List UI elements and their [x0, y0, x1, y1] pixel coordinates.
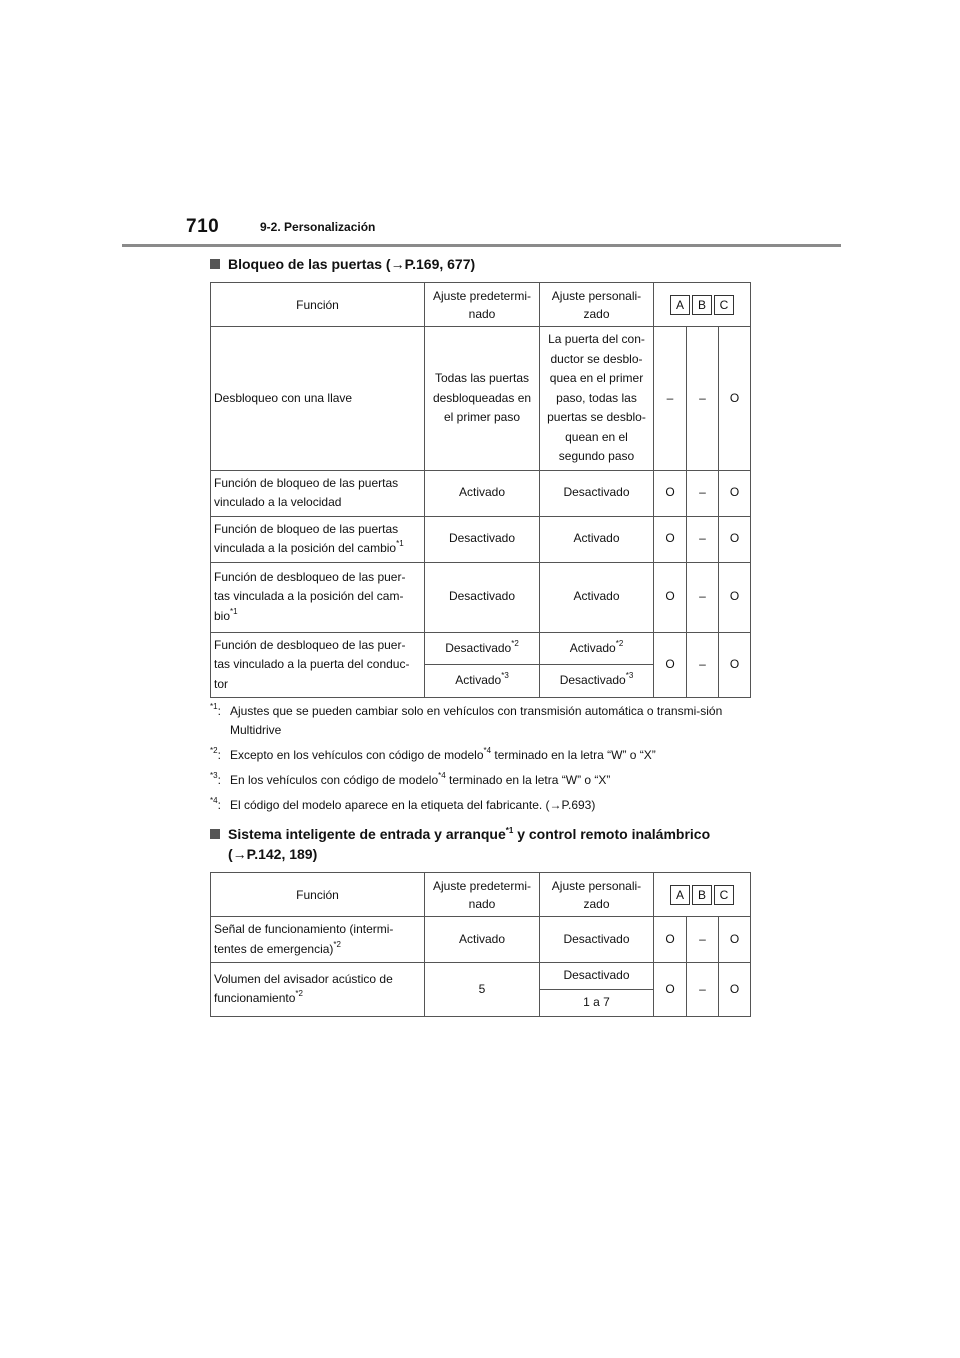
footnote-mark: $^{*3}$:	[210, 771, 221, 787]
row-default: Desactivado	[425, 562, 540, 632]
footnote-ref: *4	[438, 771, 446, 780]
col-header-custom: Ajuste personali- zado	[540, 283, 654, 327]
col-header-abc	[654, 873, 751, 917]
section-title: Bloqueo de las puertas (→P.169, 677)	[228, 256, 476, 272]
row-label-cell	[211, 963, 425, 1017]
footnote-ref: *2	[295, 989, 303, 999]
footnote-text: Ajustes que se pueden cambiar solo en vehículos con transmisión automática o transmi-sión Multidrive	[230, 704, 723, 737]
footnote-ref: *3	[625, 671, 634, 681]
header-divider	[122, 244, 841, 247]
row-default: Activado	[425, 470, 540, 516]
footnote-text-end: terminado en la letra “W” o “X”	[491, 748, 656, 762]
row-default-cell	[425, 632, 540, 665]
footnote	[210, 771, 750, 790]
row-a: O	[654, 516, 687, 562]
row-label: Función de desbloqueo de las puer-tas vinculada a la posición del cam-bio	[214, 569, 406, 623]
row-label: Volumen del avisador acústico de funcionamiento	[214, 971, 393, 1006]
page-number: 710	[186, 216, 220, 237]
row-a: O	[654, 917, 687, 963]
section-bullet-icon	[210, 259, 220, 269]
row-label-cell	[211, 516, 425, 562]
footnote-text: En los vehículos con código de modelo	[230, 773, 439, 787]
row-a: O	[654, 963, 687, 1017]
row-label: Señal de funcionamiento (intermi-tentes de emergencia)	[214, 922, 394, 956]
row-label: Función de desbloqueo de las puer-tas vinculado a la puerta del conduc-tor	[211, 632, 425, 698]
row-custom: Desactivado	[540, 917, 654, 963]
row-a: O	[654, 632, 687, 698]
col-header-default: Ajuste predetermi- nado	[425, 283, 540, 327]
footnote-text-end: terminado en la letra “W” o “X”	[445, 773, 611, 787]
col-a-box: A	[670, 885, 690, 905]
section-title: Sistema inteligente de entrada y arranque	[228, 826, 506, 842]
footnote-ref: *4	[483, 746, 492, 755]
footnote-mark: $^{*4}$:	[210, 796, 221, 812]
table-row	[211, 963, 751, 990]
section-bullet-icon	[210, 829, 220, 839]
footnote-mark: $^{*1}$:	[210, 702, 221, 718]
section-title-ref: (→P.142, 189)	[228, 846, 318, 862]
row-label: Función de bloqueo de las puertas vinculada a la posición del cambio	[214, 521, 399, 555]
footnote-ref: *3	[501, 671, 509, 681]
row-custom-cell	[540, 632, 654, 665]
footnote-ref: *2	[615, 638, 624, 648]
door-lock-settings-table	[210, 282, 751, 698]
row-b: –	[687, 516, 719, 562]
footnote-text: El código del modelo aparece en la etiqueta del fabricante. (→P.693)	[230, 798, 596, 812]
table-row	[211, 516, 751, 562]
row-label: Desbloqueo con una llave	[211, 327, 425, 471]
table-header-row	[211, 873, 751, 917]
row-b: –	[687, 562, 719, 632]
footnote	[210, 796, 750, 815]
row-custom: Activado	[540, 562, 654, 632]
row-default: Desactivado	[445, 640, 512, 655]
row-c: O	[719, 963, 751, 1017]
chapter-title: 9-2. Personalización	[260, 220, 376, 234]
col-header-function: Función	[211, 873, 425, 917]
col-b-box: B	[692, 885, 712, 905]
footnote-ref: *2	[333, 939, 341, 949]
footnote	[210, 746, 750, 765]
col-header-custom: Ajuste personali- zado	[540, 873, 654, 917]
footnote-text: Excepto en los vehículos con código de modelo	[230, 748, 484, 762]
row-c: O	[719, 516, 751, 562]
section-heading-smart-entry	[210, 824, 710, 864]
section-title-cont: y control remoto inalámbrico	[513, 826, 711, 842]
row-label-cell	[211, 562, 425, 632]
row-a: O	[654, 562, 687, 632]
table-row	[211, 327, 751, 471]
row-custom: Activado	[540, 516, 654, 562]
footnote-mark: $^{*2}$:	[210, 746, 221, 762]
row-b: –	[687, 470, 719, 516]
col-b-box: B	[692, 295, 712, 315]
row-label: Función de bloqueo de las puertas vinculado a la velocidad	[211, 470, 425, 516]
row-default: Activado	[455, 673, 502, 688]
row-default: Todas las puertas desbloqueadas en el primer paso	[425, 327, 540, 471]
row-custom: 1 a 7	[540, 990, 654, 1017]
footnote-ref: *1	[230, 606, 238, 616]
row-a: –	[654, 327, 687, 471]
table-row	[211, 562, 751, 632]
footnote-ref: *2	[511, 638, 519, 648]
footnote	[210, 702, 750, 740]
row-c: O	[719, 327, 751, 471]
footnotes	[210, 702, 750, 821]
table-row	[211, 632, 751, 665]
row-custom: Desactivado	[540, 963, 654, 990]
col-header-abc	[654, 283, 751, 327]
row-b: –	[687, 327, 719, 471]
row-custom: Desactivado	[540, 470, 654, 516]
smart-entry-settings-table	[210, 872, 751, 1017]
section-heading-door-locks	[210, 254, 475, 274]
row-default: Activado	[425, 917, 540, 963]
row-c: O	[719, 632, 751, 698]
row-b: –	[687, 917, 719, 963]
row-default-cell	[425, 665, 540, 698]
col-c-box: C	[714, 885, 734, 905]
row-default: 5	[425, 963, 540, 1017]
row-label-cell	[211, 917, 425, 963]
row-custom: Desactivado	[559, 673, 626, 688]
row-c: O	[719, 917, 751, 963]
col-a-box: A	[670, 295, 690, 315]
row-custom-cell	[540, 665, 654, 698]
table-header-row	[211, 283, 751, 327]
row-a: O	[654, 470, 687, 516]
col-c-box: C	[714, 295, 734, 315]
row-custom: Activado	[569, 640, 616, 655]
row-b: –	[687, 632, 719, 698]
row-custom: La puerta del con-ductor se desblo-quea en el primer paso, todas las puertas se desblo-quean en el segundo paso	[540, 327, 654, 471]
table-row	[211, 470, 751, 516]
table-row	[211, 917, 751, 963]
row-b: –	[687, 963, 719, 1017]
row-default: Desactivado	[425, 516, 540, 562]
col-header-default: Ajuste predetermi- nado	[425, 873, 540, 917]
col-header-function: Función	[211, 283, 425, 327]
row-c: O	[719, 470, 751, 516]
footnote-ref: *1	[396, 539, 404, 548]
footnote-ref: *1	[505, 826, 514, 835]
row-c: O	[719, 562, 751, 632]
